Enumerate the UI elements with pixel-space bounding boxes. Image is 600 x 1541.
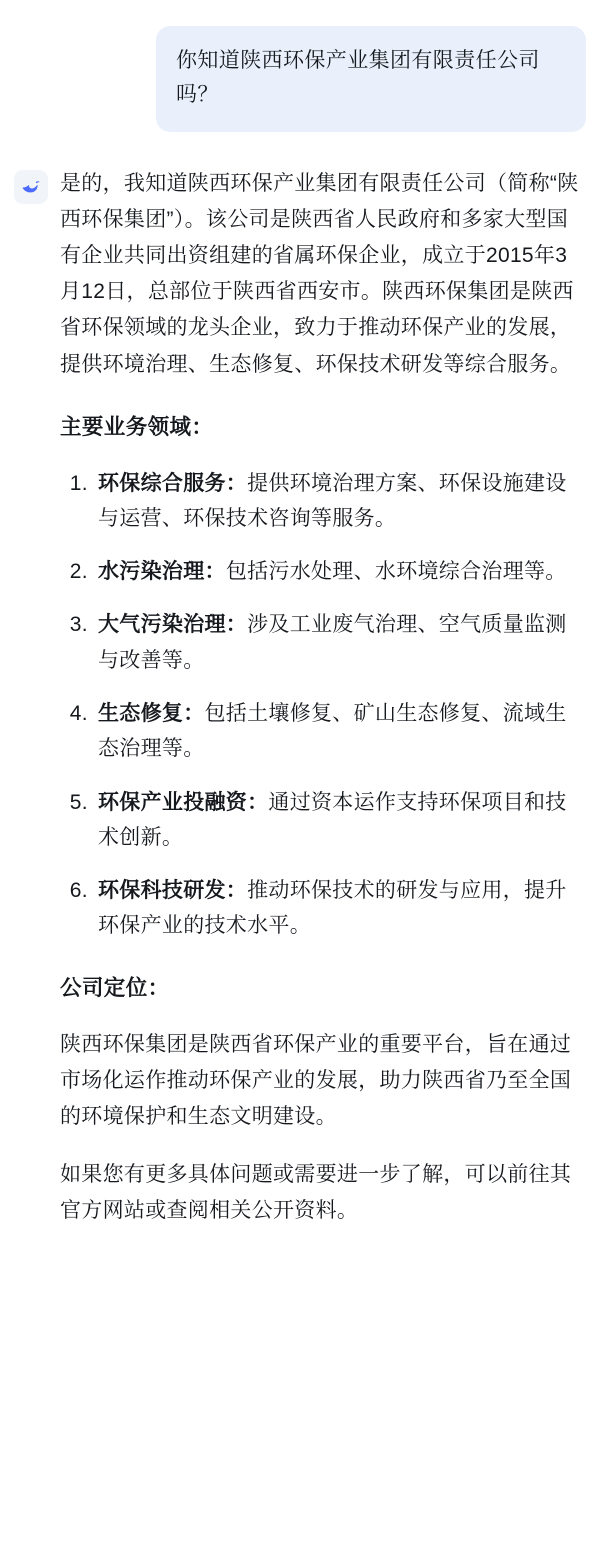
- whale-logo-icon: [20, 176, 42, 198]
- list-item-detail: 通过资本运作支持环保项目和技术创新。: [98, 790, 567, 849]
- list-item: [94, 554, 582, 589]
- assistant-message-content: [60, 166, 586, 1257]
- business-section-heading: 主要业务领域：: [60, 414, 214, 439]
- list-item: [94, 785, 582, 856]
- list-item: [94, 696, 582, 767]
- business-list: [60, 466, 582, 944]
- list-item-detail: 包括污水处理、水环境综合治理等。: [225, 560, 567, 584]
- list-item-title: 大气污染治理：: [98, 613, 248, 637]
- user-message-bubble[interactable]: 你知道陕西环保产业集团有限责任公司吗？: [156, 26, 586, 132]
- list-item-detail: 提供环境治理方案、环保设施建设与运营、环保技术咨询等服务。: [98, 471, 567, 530]
- position-paragraph: 陕西环保集团是陕西省环保产业的重要平台，旨在通过市场化运作推动环保产业的发展，助力陕西省乃至全国的环境保护和生态文明建设。: [60, 1032, 572, 1128]
- list-item: [94, 466, 582, 537]
- list-item-detail: 推动环保技术的研发与应用，提升环保产业的技术水平。: [98, 879, 567, 938]
- list-item-title: 环保产业投融资：: [98, 790, 269, 814]
- list-item-title: 环保综合服务：: [98, 471, 248, 495]
- assistant-message-row: [14, 166, 586, 1257]
- list-item-detail: 包括土壤修复、矿山生态修复、流域生态治理等。: [98, 701, 567, 761]
- assistant-intro-paragraph: 是的，我知道陕西环保产业集团有限责任公司（简称“陕西环保集团”）。该公司是陕西省人民政府和多家大型国有企业共同出资组建的省属环保企业，成立于2015年3月12日，总部位于陕西省西安市。陕西环保集团是陕西省环保领域的龙头企业，致力于推动环保产业的发展，提供环境治理、生态修复、环保技术研发等综合服务。: [60, 172, 579, 376]
- content-bottom-spacer: [60, 1251, 582, 1257]
- closing-paragraph: 如果您有更多具体问题或需要进一步了解，可以前往其官方网站或查阅相关公开资料。: [60, 1162, 572, 1222]
- assistant-avatar: [14, 170, 48, 204]
- user-message-row: [14, 26, 586, 132]
- list-item-title: 水污染治理：: [98, 560, 226, 584]
- position-section-heading: 公司定位：: [60, 975, 170, 1000]
- list-item-title: 环保科技研发：: [98, 879, 248, 903]
- list-item-detail: 涉及工业废气治理、空气质量监测与改善等。: [98, 613, 567, 672]
- list-item: [94, 607, 582, 678]
- list-item: [94, 873, 582, 944]
- list-item-title: 生态修复：: [98, 701, 205, 725]
